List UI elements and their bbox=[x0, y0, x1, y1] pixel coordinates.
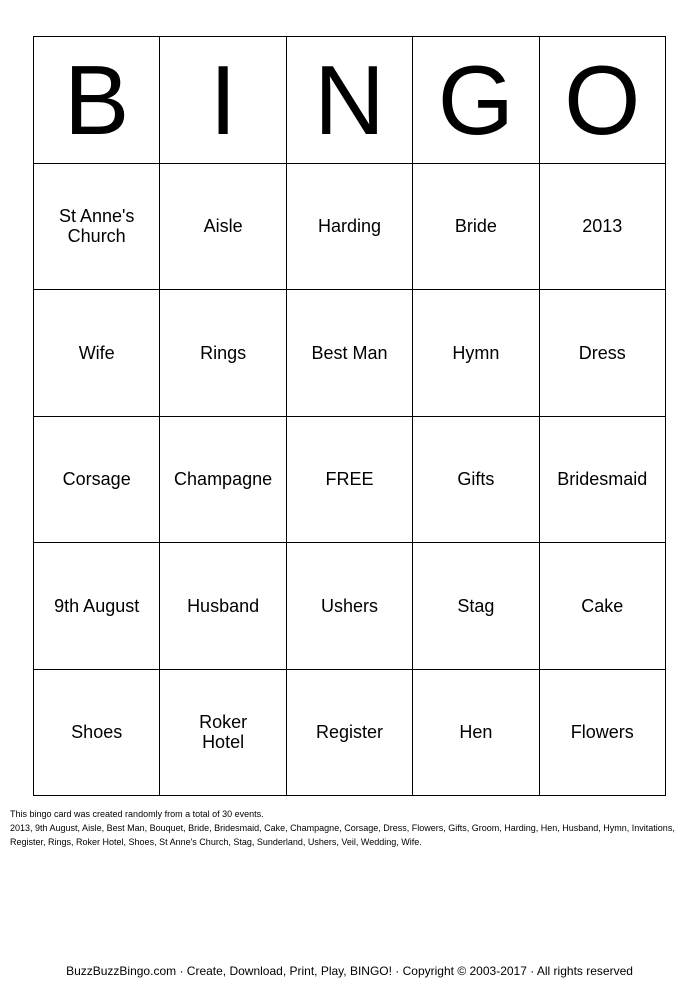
cell-text: 2013 bbox=[582, 216, 623, 237]
cell-text: Harding bbox=[317, 216, 382, 237]
free-space-cell bbox=[287, 417, 413, 544]
card-info bbox=[10, 807, 680, 849]
header-cell-n bbox=[287, 37, 413, 164]
card-info-events: 2013, 9th August, Aisle, Best Man, Bouquet, Bride, Bridesmaid, Cake, Champagne, Corsage, Dress, Flowers, Gifts, Groom, Harding, Hen, Husband, Hymn, Invitations, Register, Rings, Roker Hotel, Shoes, St Anne's Church, Stag, Sunderland, Ushers, Veil, Wedding, Wife. bbox=[10, 823, 675, 847]
header-cell-b bbox=[34, 37, 160, 164]
bingo-cell bbox=[160, 670, 286, 797]
header-letter: G bbox=[437, 44, 514, 155]
bingo-cell bbox=[34, 417, 160, 544]
header-cell-i bbox=[160, 37, 286, 164]
header-cell-o bbox=[540, 37, 666, 164]
bingo-cell bbox=[540, 543, 666, 670]
cell-text: Gifts bbox=[457, 469, 495, 490]
bingo-cell bbox=[34, 670, 160, 797]
bingo-cell bbox=[540, 164, 666, 291]
bingo-cell bbox=[287, 290, 413, 417]
cell-text: Cake bbox=[581, 595, 624, 616]
bingo-cell bbox=[160, 164, 286, 291]
bingo-cell bbox=[540, 290, 666, 417]
cell-text: Stag bbox=[457, 595, 495, 616]
header-letter: N bbox=[314, 44, 385, 155]
cell-text: Hymn bbox=[452, 342, 500, 363]
cell-text: Aisle bbox=[203, 216, 243, 237]
bingo-cell bbox=[540, 417, 666, 544]
bingo-cell bbox=[287, 543, 413, 670]
cell-text: Wife bbox=[78, 342, 115, 363]
header-letter: O bbox=[564, 44, 641, 155]
header-cell-g bbox=[413, 37, 539, 164]
cell-text: Husband bbox=[187, 595, 260, 616]
cell-text: Hen bbox=[459, 722, 493, 743]
bingo-card bbox=[33, 36, 666, 796]
bingo-cell bbox=[540, 670, 666, 797]
cell-text: Corsage bbox=[62, 469, 131, 490]
bingo-cell bbox=[160, 290, 286, 417]
bingo-cell bbox=[413, 290, 539, 417]
cell-text: Register bbox=[315, 722, 383, 743]
bingo-cell bbox=[413, 417, 539, 544]
bingo-cell bbox=[413, 543, 539, 670]
bingo-cell bbox=[160, 543, 286, 670]
cell-text: Rings bbox=[200, 342, 247, 363]
bingo-cell bbox=[413, 164, 539, 291]
cell-text: 9th August bbox=[54, 595, 140, 616]
cell-text: Best Man bbox=[311, 342, 388, 363]
cell-text: Roker Hotel bbox=[199, 712, 248, 753]
bingo-cell bbox=[287, 670, 413, 797]
bingo-cell bbox=[413, 670, 539, 797]
bingo-cell bbox=[34, 543, 160, 670]
card-info-summary: This bingo card was created randomly from a total of 30 events. bbox=[10, 809, 264, 819]
bingo-cell bbox=[34, 164, 160, 291]
header-letter: B bbox=[64, 44, 130, 155]
footer-text: BuzzBuzzBingo.com · Create, Download, Print, Play, BINGO! · Copyright © 2003-2017 · All rights reserved bbox=[66, 964, 633, 978]
cell-text: Shoes bbox=[71, 722, 123, 743]
header-letter: I bbox=[209, 44, 237, 155]
bingo-cell bbox=[287, 164, 413, 291]
cell-text: Bridesmaid bbox=[557, 469, 648, 490]
cell-text: Champagne bbox=[174, 469, 273, 490]
cell-text: FREE bbox=[325, 469, 374, 490]
cell-text: St Anne's Church bbox=[58, 206, 135, 247]
cell-text: Flowers bbox=[570, 722, 634, 743]
bingo-cell bbox=[160, 417, 286, 544]
cell-text: Bride bbox=[454, 216, 497, 237]
cell-text: Ushers bbox=[320, 595, 378, 616]
cell-text: Dress bbox=[578, 342, 626, 363]
bingo-cell bbox=[34, 290, 160, 417]
